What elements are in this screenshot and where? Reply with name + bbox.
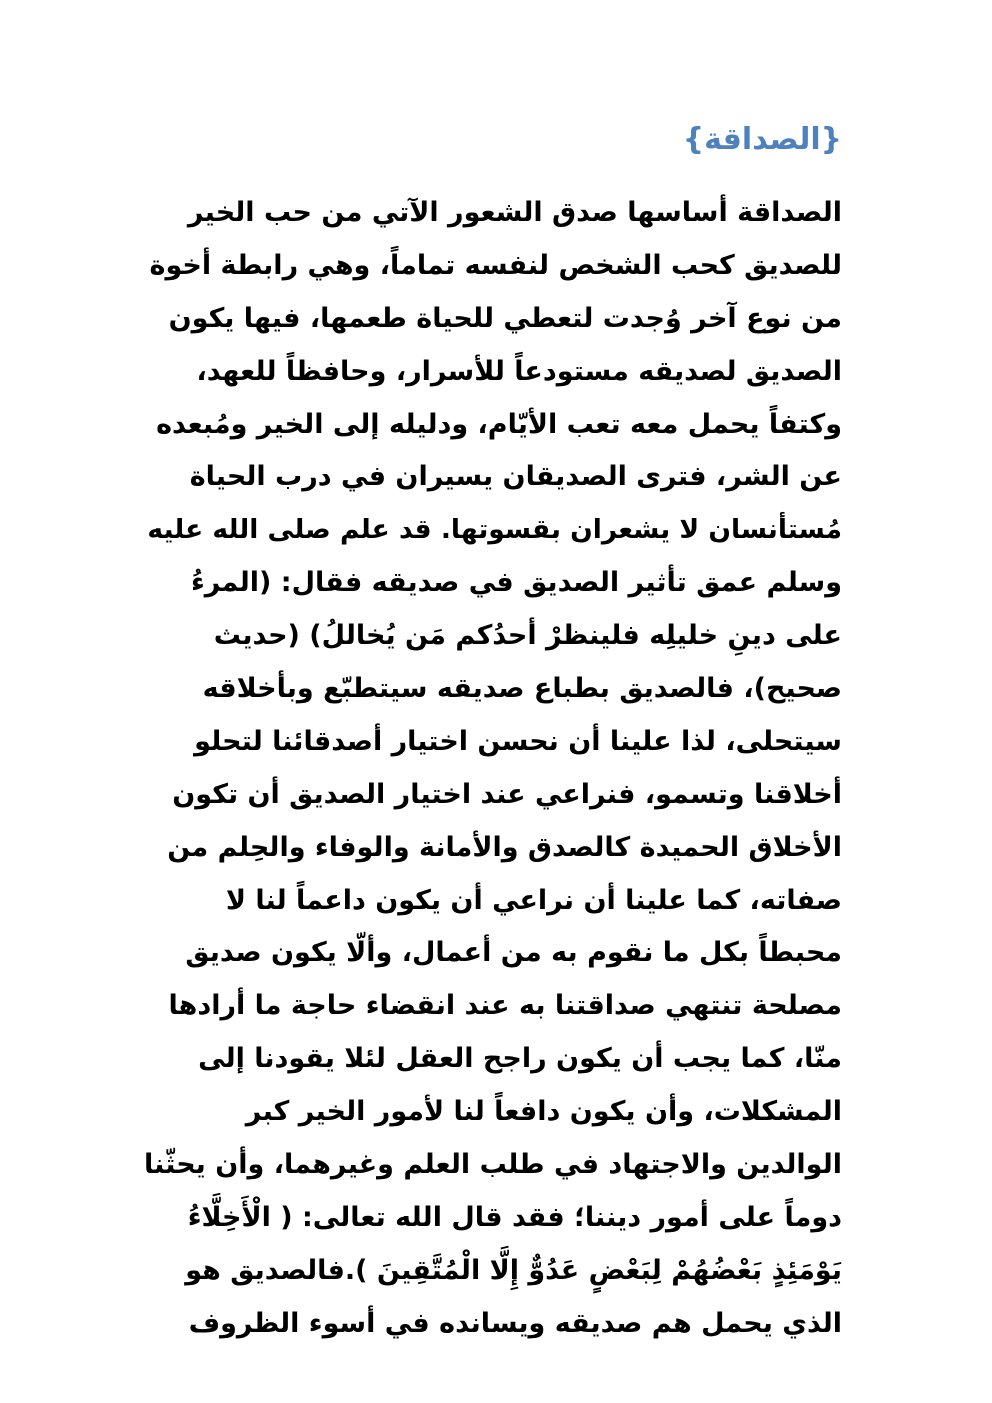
- text-line: على دينِ خليلِه فلينظرْ أحدُكم مَن يُخاللُ) (حديث: [213, 620, 842, 652]
- text-line: وسلم عمق تأثير الصديق في صديقه فقال: (المرءُ: [190, 567, 842, 599]
- text-line: للصديق كحب الشخص لنفسه تماماً، وهي رابطة أخوة: [149, 249, 842, 281]
- text-line: محبطاً بكل ما نقوم به من أعمال، وألّا يكون صديق: [185, 937, 842, 969]
- text-line: الصداقة أساسها صدق الشعور الآتي من حب الخير: [187, 197, 842, 228]
- text-line: أخلاقنا وتسمو، فنراعي عند اختيار الصديق أن تكون: [172, 778, 842, 810]
- text-line: صحيح)، فالصديق بطباع صديقه سيتطبّع وبأخلاقه: [202, 673, 842, 705]
- text-line: الوالدين والاجتهاد في طلب العلم وغيرهما، وأن يحثّنا: [144, 1149, 842, 1181]
- text-line: دوماً على أمور ديننا؛ فقد قال الله تعالى: ( الْأَخِلَّاءُ: [187, 1201, 842, 1233]
- text-line: من نوع آخر وُجدت لتعطي للحياة طعمها، فيها يكون: [168, 302, 842, 334]
- text-line: الذي يحمل هم صديقه ويسانده في أسوء الظروف: [188, 1307, 842, 1339]
- document-body: [142, 187, 842, 1351]
- text-line: الأخلاق الحميدة كالصدق والأمانة والوفاء والحِلم من: [167, 831, 842, 863]
- text-line: سيتحلى، لذا علينا أن نحسن اختيار أصدقائنا لتحلو: [194, 725, 842, 757]
- text-line: مصلحة تنتهي صداقتنا به عند انقضاء حاجة ما أرادها: [168, 990, 842, 1022]
- text-line: الصديق لصديقه مستودعاً للأسرار، وحافظاً للعهد،: [196, 355, 842, 387]
- text-line: المشكلات، وأن يكون دافعاً لنا لأمور الخير كبر: [245, 1096, 842, 1128]
- document-title: {الصداقة}: [682, 122, 842, 157]
- text-line: مُستأنسان لا يشعران بقسوتها. قد علم صلى الله عليه: [147, 514, 842, 546]
- text-line: منّا، كما يجب أن يكون راجح العقل لئلا يقودنا إلى: [198, 1043, 842, 1075]
- text-line: وكتفاً يحمل معه تعب الأيّام، ودليله إلى الخير ومُبعده: [156, 408, 842, 440]
- text-line: يَوْمَئِذٍ بَعْضُهُمْ لِبَعْضٍ عَدُوٌّ إِلَّا الْمُتَّقِينَ ).فالصديق هو: [185, 1254, 842, 1286]
- text-line: عن الشر، فترى الصديقان يسيران في درب الحياة: [189, 461, 842, 493]
- text-line: صفاته، كما علينا أن نراعي أن يكون داعماً لنا لا: [225, 884, 842, 916]
